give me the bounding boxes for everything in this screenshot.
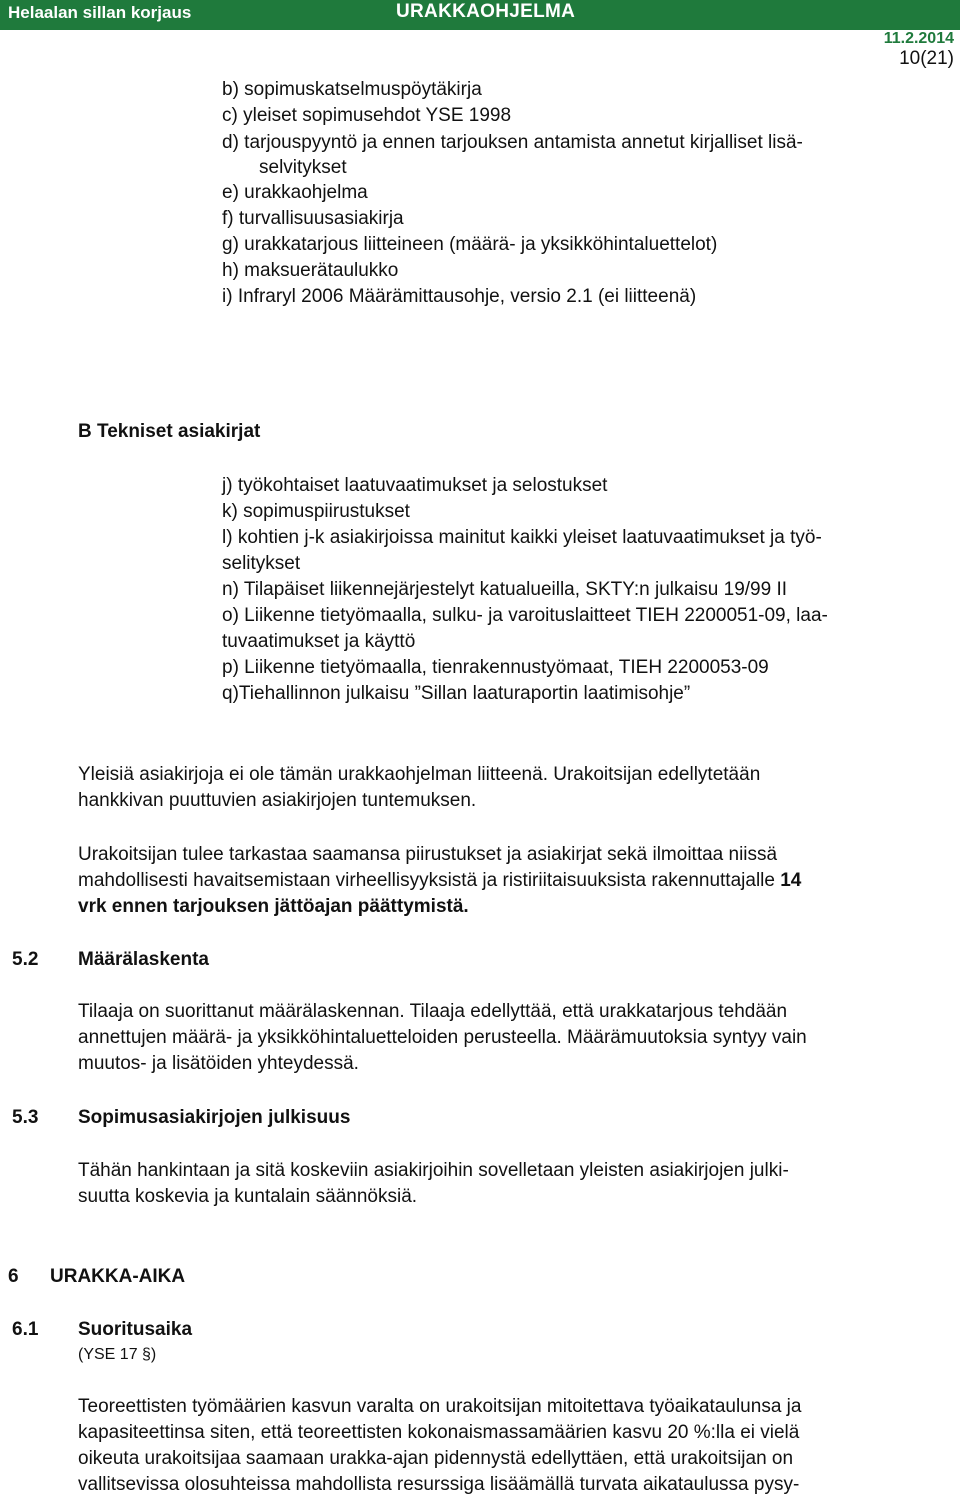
list-item: o) Liikenne tietyömaalla, sulku- ja varoituslaitteet TIEH 2200051-09, laa-: [222, 605, 828, 626]
list-item: k) sopimuspiirustukset: [222, 501, 410, 522]
list-item: g) urakkatarjous liitteineen (määrä- ja yksikköhintaluettelot): [222, 234, 718, 255]
paragraph-line: Urakoitsijan tulee tarkastaa saamansa piirustukset ja asiakirjat sekä ilmoittaa niissä: [78, 844, 778, 865]
section-number: 6.1: [12, 1319, 39, 1340]
list-item: c) yleiset sopimusehdot YSE 1998: [222, 105, 512, 126]
paragraph-line: vallitsevissa olosuhteissa mahdollista resurssiga lisäämällä turvata aikataulussa pysy-: [78, 1474, 800, 1495]
list-item: i) Infraryl 2006 Määrämittausohje, versio 2.1 (ei liitteenä): [222, 286, 697, 307]
paragraph-line: suutta koskevia ja kuntalain säännöksiä.: [78, 1186, 418, 1207]
section-number: 5.3: [12, 1107, 39, 1128]
list-item: p) Liikenne tietyömaalla, tienrakennustyömaat, TIEH 2200053-09: [222, 657, 769, 678]
section-title: Suoritusaika: [78, 1319, 193, 1340]
paragraph-line: kapasiteettinsa siten, että teoreettisten kokonaismassamäärien kasvu 20 %:lla ei vielä: [78, 1422, 800, 1443]
list-item: n) Tilapäiset liikennejärjestelyt katualueilla, SKTY:n julkaisu 19/99 II: [222, 579, 788, 600]
document-title: URAKKAOHJELMA: [396, 1, 576, 22]
project-name: Helaalan sillan korjaus: [8, 3, 192, 22]
list-item: l) kohtien j-k asiakirjoissa mainitut kaikki yleiset laatuvaatimukset ja työ-: [222, 527, 822, 548]
chapter-title: URAKKA-AIKA: [50, 1266, 186, 1287]
paragraph-line: annettujen määrä- ja yksikköhintaluetteloiden perusteella. Määrämuutoksia syntyy vain: [78, 1027, 807, 1048]
section-title: Sopimusasiakirjojen julkisuus: [78, 1107, 351, 1128]
section-number: 5.2: [12, 949, 39, 970]
section-b-title: B Tekniset asiakirjat: [78, 421, 261, 442]
section-title: Määrälaskenta: [78, 949, 209, 970]
paragraph-line: Tilaaja on suorittanut määrälaskennan. Tilaaja edellyttää, että urakkatarjous tehdään: [78, 1001, 788, 1022]
list-item: e) urakkaohjelma: [222, 182, 368, 203]
paragraph-line: oikeuta urakoitsijaa saamaan urakka-ajan pidennystä edellyttäen, että urakoitsijan on: [78, 1448, 794, 1469]
page-header: [0, 0, 960, 30]
list-item: j) työkohtaiset laatuvaatimukset ja selostukset: [222, 475, 608, 496]
list-item-continuation: selvitykset: [259, 157, 347, 178]
list-item: f) turvallisuusasiakirja: [222, 208, 404, 229]
list-item: h) maksuerätaulukko: [222, 260, 399, 281]
deadline-text: vrk ennen tarjouksen jättöajan päättymistä.: [78, 896, 469, 917]
list-item: [222, 130, 956, 155]
list-item: q)Tiehallinnon julkaisu ”Sillan laaturaportin laatimisohje”: [222, 683, 691, 704]
deadline-days: 14: [780, 870, 802, 891]
page-number: 10(21): [899, 48, 954, 69]
paragraph-line: hankkivan puuttuvien asiakirjojen tuntemuksen.: [78, 790, 477, 811]
list-item-continuation: selitykset: [222, 553, 301, 574]
list-item-continuation: tuvaatimukset ja käyttö: [222, 631, 416, 652]
chapter-number: 6: [8, 1266, 19, 1287]
paragraph-line: muutos- ja lisätöiden yhteydessä.: [78, 1053, 359, 1074]
section-reference: (YSE 17 §): [78, 1346, 157, 1363]
document-date: 11.2.2014: [883, 30, 954, 47]
paragraph-line: Yleisiä asiakirjoja ei ole tämän urakkaohjelman liitteenä. Urakoitsijan edellytetään: [78, 764, 761, 785]
paragraph-line: Tähän hankintaan ja sitä koskeviin asiakirjoihin sovelletaan yleisten asiakirjojen julki-: [78, 1160, 789, 1181]
list-item-text: d) tarjouspyyntö ja ennen tarjouksen antamista annetut kirjalliset lisä-: [222, 132, 803, 153]
paragraph-line: Teoreettisten työmäärien kasvun varalta on urakoitsijan mitoitettava työaikataulunsa ja: [78, 1396, 802, 1417]
list-item: b) sopimuskatselmuspöytäkirja: [222, 79, 482, 100]
paragraph-line: [78, 868, 801, 893]
paragraph-text: mahdollisesti havaitsemistaan virheellisyyksistä ja ristiriitaisuuksista rakennuttajalle: [78, 870, 775, 891]
